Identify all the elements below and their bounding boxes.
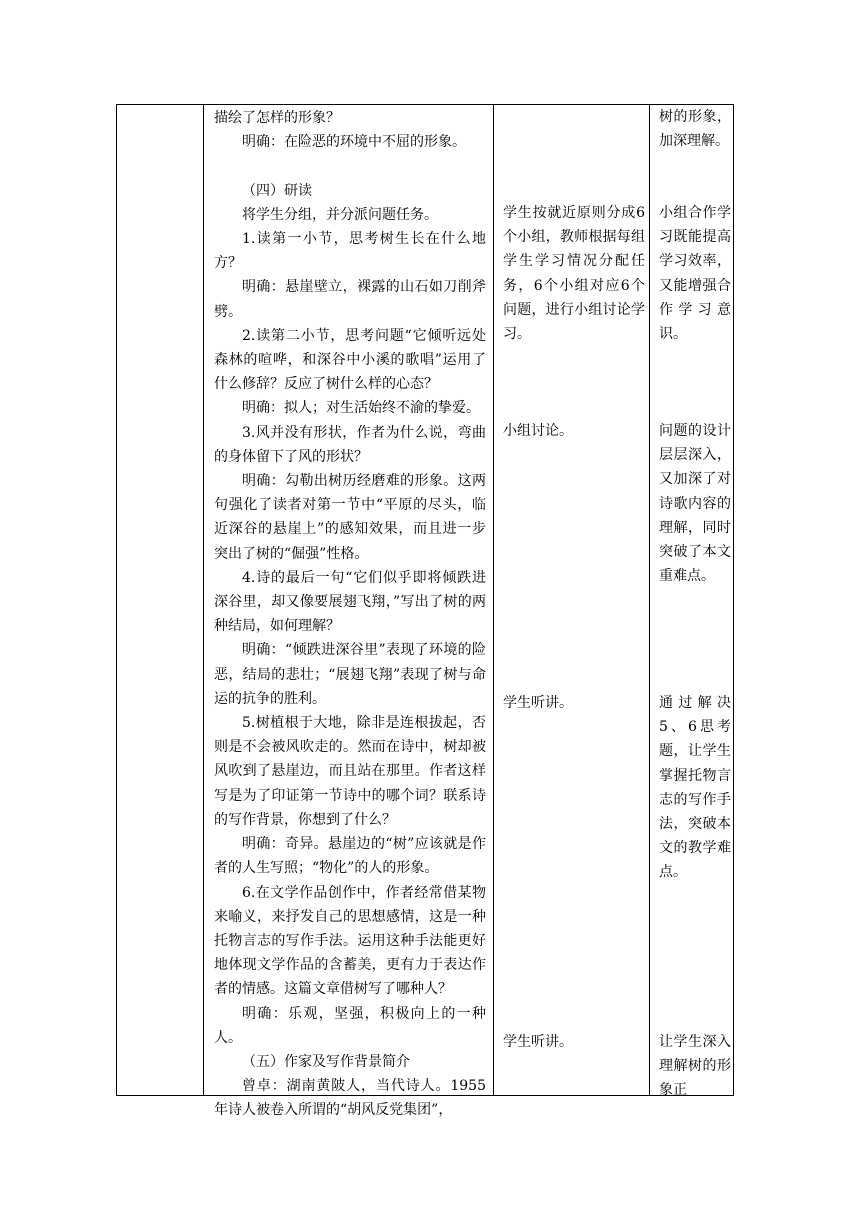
answer-5: 明确：奇异。悬崖边的“树”应该就是作者的人生写照；“物化”的人的形象。: [214, 836, 486, 877]
section-heading: （四）研读: [242, 182, 312, 199]
student-discussion: 小组讨论。: [503, 423, 573, 439]
answer-6: 明确：乐观，坚强，积极向上的一种人。: [214, 1005, 486, 1046]
answer-4: 明确：“倾跌进深谷里”表现了环境的险恶，结局的悲壮；“展翅飞翔”表现了树与命运的抗争的胜利。: [214, 642, 486, 707]
answer-3: 明确：勾勒出树历经磨难的形象。这两句强化了读者对第一节中“平原的尽头，临近深谷的悬崖上”的感知效果，而且进一步突出了树的“倔强”性格。: [214, 473, 486, 562]
student-listen: 学生听讲。: [503, 1034, 573, 1050]
student-activity-column: [503, 105, 645, 1097]
section-heading: （五）作家及写作背景简介: [242, 1053, 410, 1070]
student-listen: 学生听讲。: [503, 695, 573, 711]
teacher-activity-column: [214, 105, 486, 1123]
intent-text: 问题的设计层层深入，又加深了对诗歌内容的理解，同时突破了本文重难点。: [659, 423, 731, 585]
blank-line: [214, 154, 486, 178]
intent-text: 树的形象，加深理解。: [659, 109, 731, 150]
design-intent-column: [659, 105, 731, 1097]
intent-text: 小组合作学习既能提高学习效率，又能增强合作学习意识。: [659, 205, 731, 343]
paragraph: 明确：在险恶的环境中不屈的形象。: [242, 134, 466, 151]
answer-1: 明确：悬崖壁立，裸露的山石如刀削斧劈。: [214, 279, 486, 320]
question-3: 3.风并没有形状，作者为什么说，弯曲的身体留下了风的形状？: [214, 424, 486, 465]
column-divider: [493, 105, 494, 1095]
column-divider: [649, 105, 650, 1095]
paragraph: 将学生分组，并分派问题任务。: [242, 206, 438, 223]
question-5: 5.树植根于大地，除非是连根拔起，否则是不会被风吹走的。然而在诗中，树却被风吹到了悬崖边，而且站在那里。作者这样写是为了印证第一节诗中的哪个词？联系诗的写作背景，你想到了什么？: [214, 715, 486, 828]
student-group-activity: 学生按就近原则分成6个小组，教师根据每组学生学习情况分配任务，6个小组对应6个问题，进行小组讨论学习。: [503, 205, 645, 343]
intent-text: 让学生深入理解树的形象正: [659, 1034, 731, 1099]
answer-2: 明确：拟人；对生活始终不渝的挚爱。: [242, 400, 480, 417]
paragraph: 描绘了怎样的形象？: [214, 110, 340, 126]
question-2: 2.读第二小节，思考问题“它倾听远处森林的喧哗，和深谷中小溪的歌唱”运用了什么修辞？反应了树什么样的心态？: [214, 327, 486, 393]
question-4: 4.诗的最后一句“它们似乎即将倾跌进深谷里，却又像要展翅飞翔，”写出了树的两种结局，如何理解？: [214, 569, 486, 635]
intent-text: 通过解决5、6思考题，让学生掌握托物言志的写作手法，突破本文的教学难点。: [659, 695, 731, 881]
paragraph: 曾卓：湖南黄陂人，当代诗人。1955年诗人被卷入所谓的“胡风反党集团”，: [214, 1078, 486, 1119]
question-1: 1.读第一小节，思考树生长在什么地方？: [214, 231, 486, 272]
column-divider: [203, 105, 204, 1095]
question-6: 6.在文学作品创作中，作者经常借某物来喻义，来抒发自己的思想感情，这是一种托物言志的写作手法。运用这种手法能更好地体现文学作品的含蓄美，更有力于表达作者的情感。这篇文章借树写了哪种人？: [214, 884, 486, 998]
lesson-table: [116, 104, 734, 1119]
